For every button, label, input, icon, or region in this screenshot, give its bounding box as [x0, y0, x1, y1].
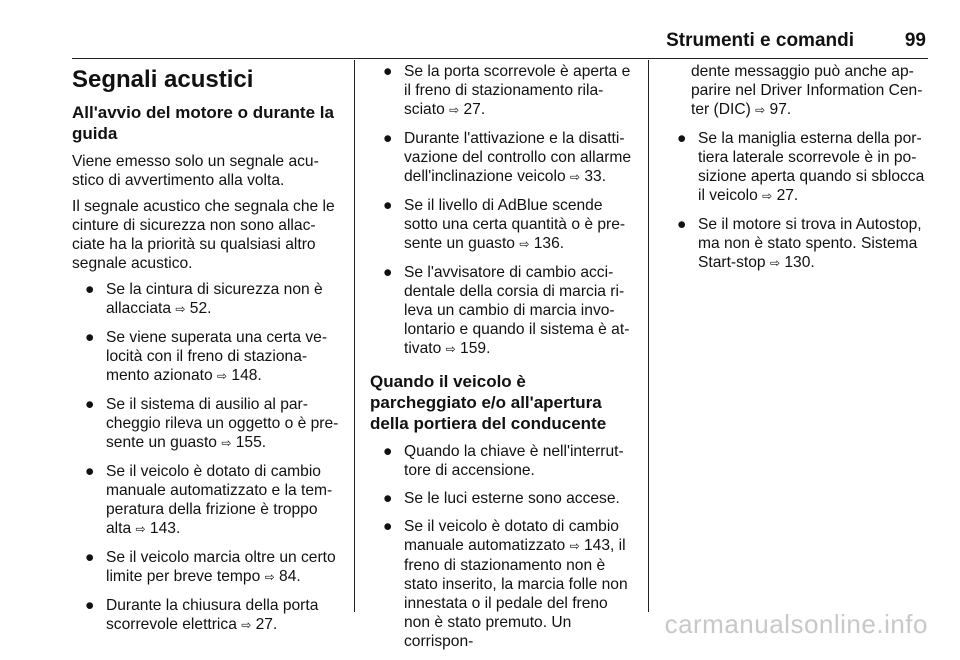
bullet-icon: ●	[85, 329, 95, 346]
page-ref[interactable]: 143	[583, 537, 611, 554]
bullet-list-4	[664, 62, 926, 273]
bullet-icon: ●	[85, 281, 95, 298]
arrow-icon: ⇨	[135, 522, 146, 536]
bullet-list-3	[370, 442, 636, 651]
arrow-icon: ⇨	[762, 189, 773, 203]
list-item: ● Durante l'attivazione e la disattivazione del controllo con allarme dell'inclinazione veicolo ⇨ 33.	[383, 130, 632, 185]
page-number: 99	[904, 30, 926, 51]
section-title: Strumenti e comandi	[666, 30, 854, 51]
bullet-icon: ●	[85, 396, 95, 413]
bullet-icon: ●	[85, 597, 95, 614]
bullet-icon: ●	[383, 63, 393, 80]
list-item	[370, 489, 636, 508]
list-item: ● Se la porta scorrevole è aperta e il freno di stazionamento rilasciato ⇨ 27.	[383, 63, 631, 118]
bullet-icon: ●	[383, 197, 393, 214]
item-text-after: , il freno di stazionamento non è stato inserito, la marcia folle non innestata o il pedale del freno non è stato premuto. Un corrispon-	[404, 537, 628, 650]
bullet-list-2	[370, 62, 636, 359]
bullet-icon: ●	[383, 518, 393, 535]
bullet-icon: ●	[383, 443, 393, 460]
page-ref[interactable]: 27	[463, 101, 481, 118]
list-item: ● Se l'avvisatore di cambio accidentale della corsia di marcia rileva un cambio di marcia involontario e quando il sistema è attivato ⇨ 159.	[383, 264, 630, 357]
item-text: Se la cintura di sicurezza non è allacciata	[106, 281, 323, 317]
main-heading: Segnali acustici	[72, 66, 254, 93]
list-item	[370, 442, 636, 480]
list-item: ● Se il sistema di ausilio al parcheggio rileva un oggetto o è presente un guasto ⇨ 155.	[85, 396, 339, 451]
page-ref[interactable]: 143	[149, 520, 176, 537]
column-2	[370, 62, 636, 660]
page-ref[interactable]: 136	[533, 235, 560, 252]
bullet-icon: ●	[677, 130, 687, 147]
arrow-icon: ⇨	[769, 256, 781, 270]
arrow-icon: ⇨	[569, 170, 581, 184]
page-ref[interactable]: 159	[460, 340, 487, 357]
arrow-icon: ⇨	[449, 103, 460, 117]
arrow-icon: ⇨	[264, 570, 275, 584]
item-text: Se il veicolo è dotato di cambio manuale automatizzato e la temperatura della frizione è troppo alta	[106, 463, 333, 537]
list-item-continued: dente messaggio può anche apparire nel Driver Information Center (DIC) ⇨ 97.	[691, 63, 923, 118]
list-item: ● Se viene superata una certa velocità con il freno di stazionamento azionato ⇨ 148.	[85, 329, 328, 384]
column-1	[72, 62, 340, 644]
bullet-icon: ●	[383, 130, 393, 147]
arrow-icon: ⇨	[216, 369, 228, 383]
arrow-icon: ⇨	[569, 539, 580, 553]
arrow-icon: ⇨	[445, 342, 456, 356]
page-ref[interactable]: 148	[231, 367, 258, 384]
bullet-icon: ●	[383, 264, 393, 281]
list-item: ● Se la maniglia esterna della portiera laterale scorrevole è in posizione aperta quando si sblocca il veicolo ⇨ 27.	[677, 130, 925, 204]
page-header	[72, 30, 928, 56]
list-item: ● Se il veicolo marcia oltre un certo limite per breve tempo ⇨ 84.	[85, 549, 336, 585]
item-text: Se il sistema di ausilio al parcheggio rileva un oggetto o è presente un guasto	[106, 396, 339, 451]
arrow-icon: ⇨	[519, 237, 530, 251]
item-text: Se il veicolo marcia oltre un certo limite per breve tempo	[106, 549, 336, 585]
item-text: dente messaggio può anche apparire nel Driver Information Center (DIC)	[691, 63, 923, 118]
list-item: ● Se la cintura di sicurezza non è allacciata ⇨ 52.	[85, 281, 323, 317]
arrow-icon: ⇨	[175, 302, 186, 316]
arrow-icon: ⇨	[221, 436, 232, 450]
bullet-icon: ●	[383, 490, 393, 507]
page-ref[interactable]: 130	[784, 254, 811, 271]
paragraph-1: Viene emesso solo un segnale acustico di avvertimento alla volta.	[72, 153, 319, 189]
list-item	[370, 517, 636, 651]
arrow-icon: ⇨	[241, 618, 252, 632]
list-item: ● Durante la chiusura della porta scorrevole elettrica ⇨ 27.	[85, 597, 319, 633]
subheading-startup: All'avvio del motore o durante la guida	[72, 103, 334, 143]
page-ref[interactable]: 155	[235, 434, 262, 451]
column-divider-2	[648, 60, 649, 612]
item-text: Se il veicolo è dotato di cambio manuale automatizzato	[404, 518, 619, 554]
list-item: ● Se il livello di AdBlue scende sotto una certa quantità o è presente un guasto ⇨ 136.	[383, 197, 626, 252]
item-text: Se il motore si trova in Autostop, ma non è stato spento. Sistema Start-stop	[698, 216, 922, 271]
header-rule	[72, 58, 928, 59]
list-item: ● Se il veicolo è dotato di cambio manuale automatizzato e la temperatura della frizione è troppo alta ⇨ 143.	[85, 463, 333, 537]
page-ref[interactable]: 52	[189, 300, 208, 317]
item-text: Se la porta scorrevole è aperta e il freno di stazionamento rilasciato	[404, 63, 631, 118]
item-text: Durante l'attivazione e la disattivazione del controllo con allarme dell'inclinazione veicolo	[404, 130, 632, 185]
item-text: Durante la chiusura della porta scorrevole elettrica	[106, 597, 319, 633]
watermark: carmanualsonline.info	[664, 609, 928, 639]
bullet-list-1	[72, 280, 340, 635]
page-ref[interactable]: 84	[279, 568, 297, 585]
item-text: Se l'avvisatore di cambio accidentale della corsia di marcia rileva un cambio di marcia involontario e quando il sistema è attivato	[404, 264, 630, 357]
item-text: Se le luci esterne sono accese.	[404, 490, 620, 507]
page-ref[interactable]: 27	[776, 187, 794, 204]
item-text: Quando la chiave è nell'interruttore di accensione.	[404, 443, 624, 479]
list-item: ● Se il motore si trova in Autostop, ma non è stato spento. Sistema Start-stop ⇨ 130.	[677, 216, 922, 271]
bullet-icon: ●	[677, 216, 687, 233]
bullet-icon: ●	[85, 549, 95, 566]
subheading-parked: Quando il veicolo è parcheggiato e/o all'apertura della portiera del conducente	[370, 372, 607, 433]
page-ref[interactable]: 27	[255, 616, 273, 633]
item-text: Se viene superata una certa velocità con il freno di stazionamento azionato	[106, 329, 328, 384]
page-ref[interactable]: 97	[769, 101, 787, 118]
column-divider-1	[354, 60, 355, 612]
page-ref[interactable]: 33	[584, 168, 602, 185]
arrow-icon: ⇨	[755, 103, 766, 117]
column-3	[664, 62, 926, 282]
item-text: Se la maniglia esterna della portiera laterale scorrevole è in posizione aperta quando si sblocca il veicolo	[698, 130, 925, 204]
bullet-icon: ●	[85, 463, 95, 480]
item-text: Se il livello di AdBlue scende sotto una certa quantità o è presente un guasto	[404, 197, 626, 252]
paragraph-2: Il segnale acustico che segnala che le cinture di sicurezza non sono allacciate ha la priorità su qualsiasi altro segnale acustico.	[72, 198, 335, 272]
